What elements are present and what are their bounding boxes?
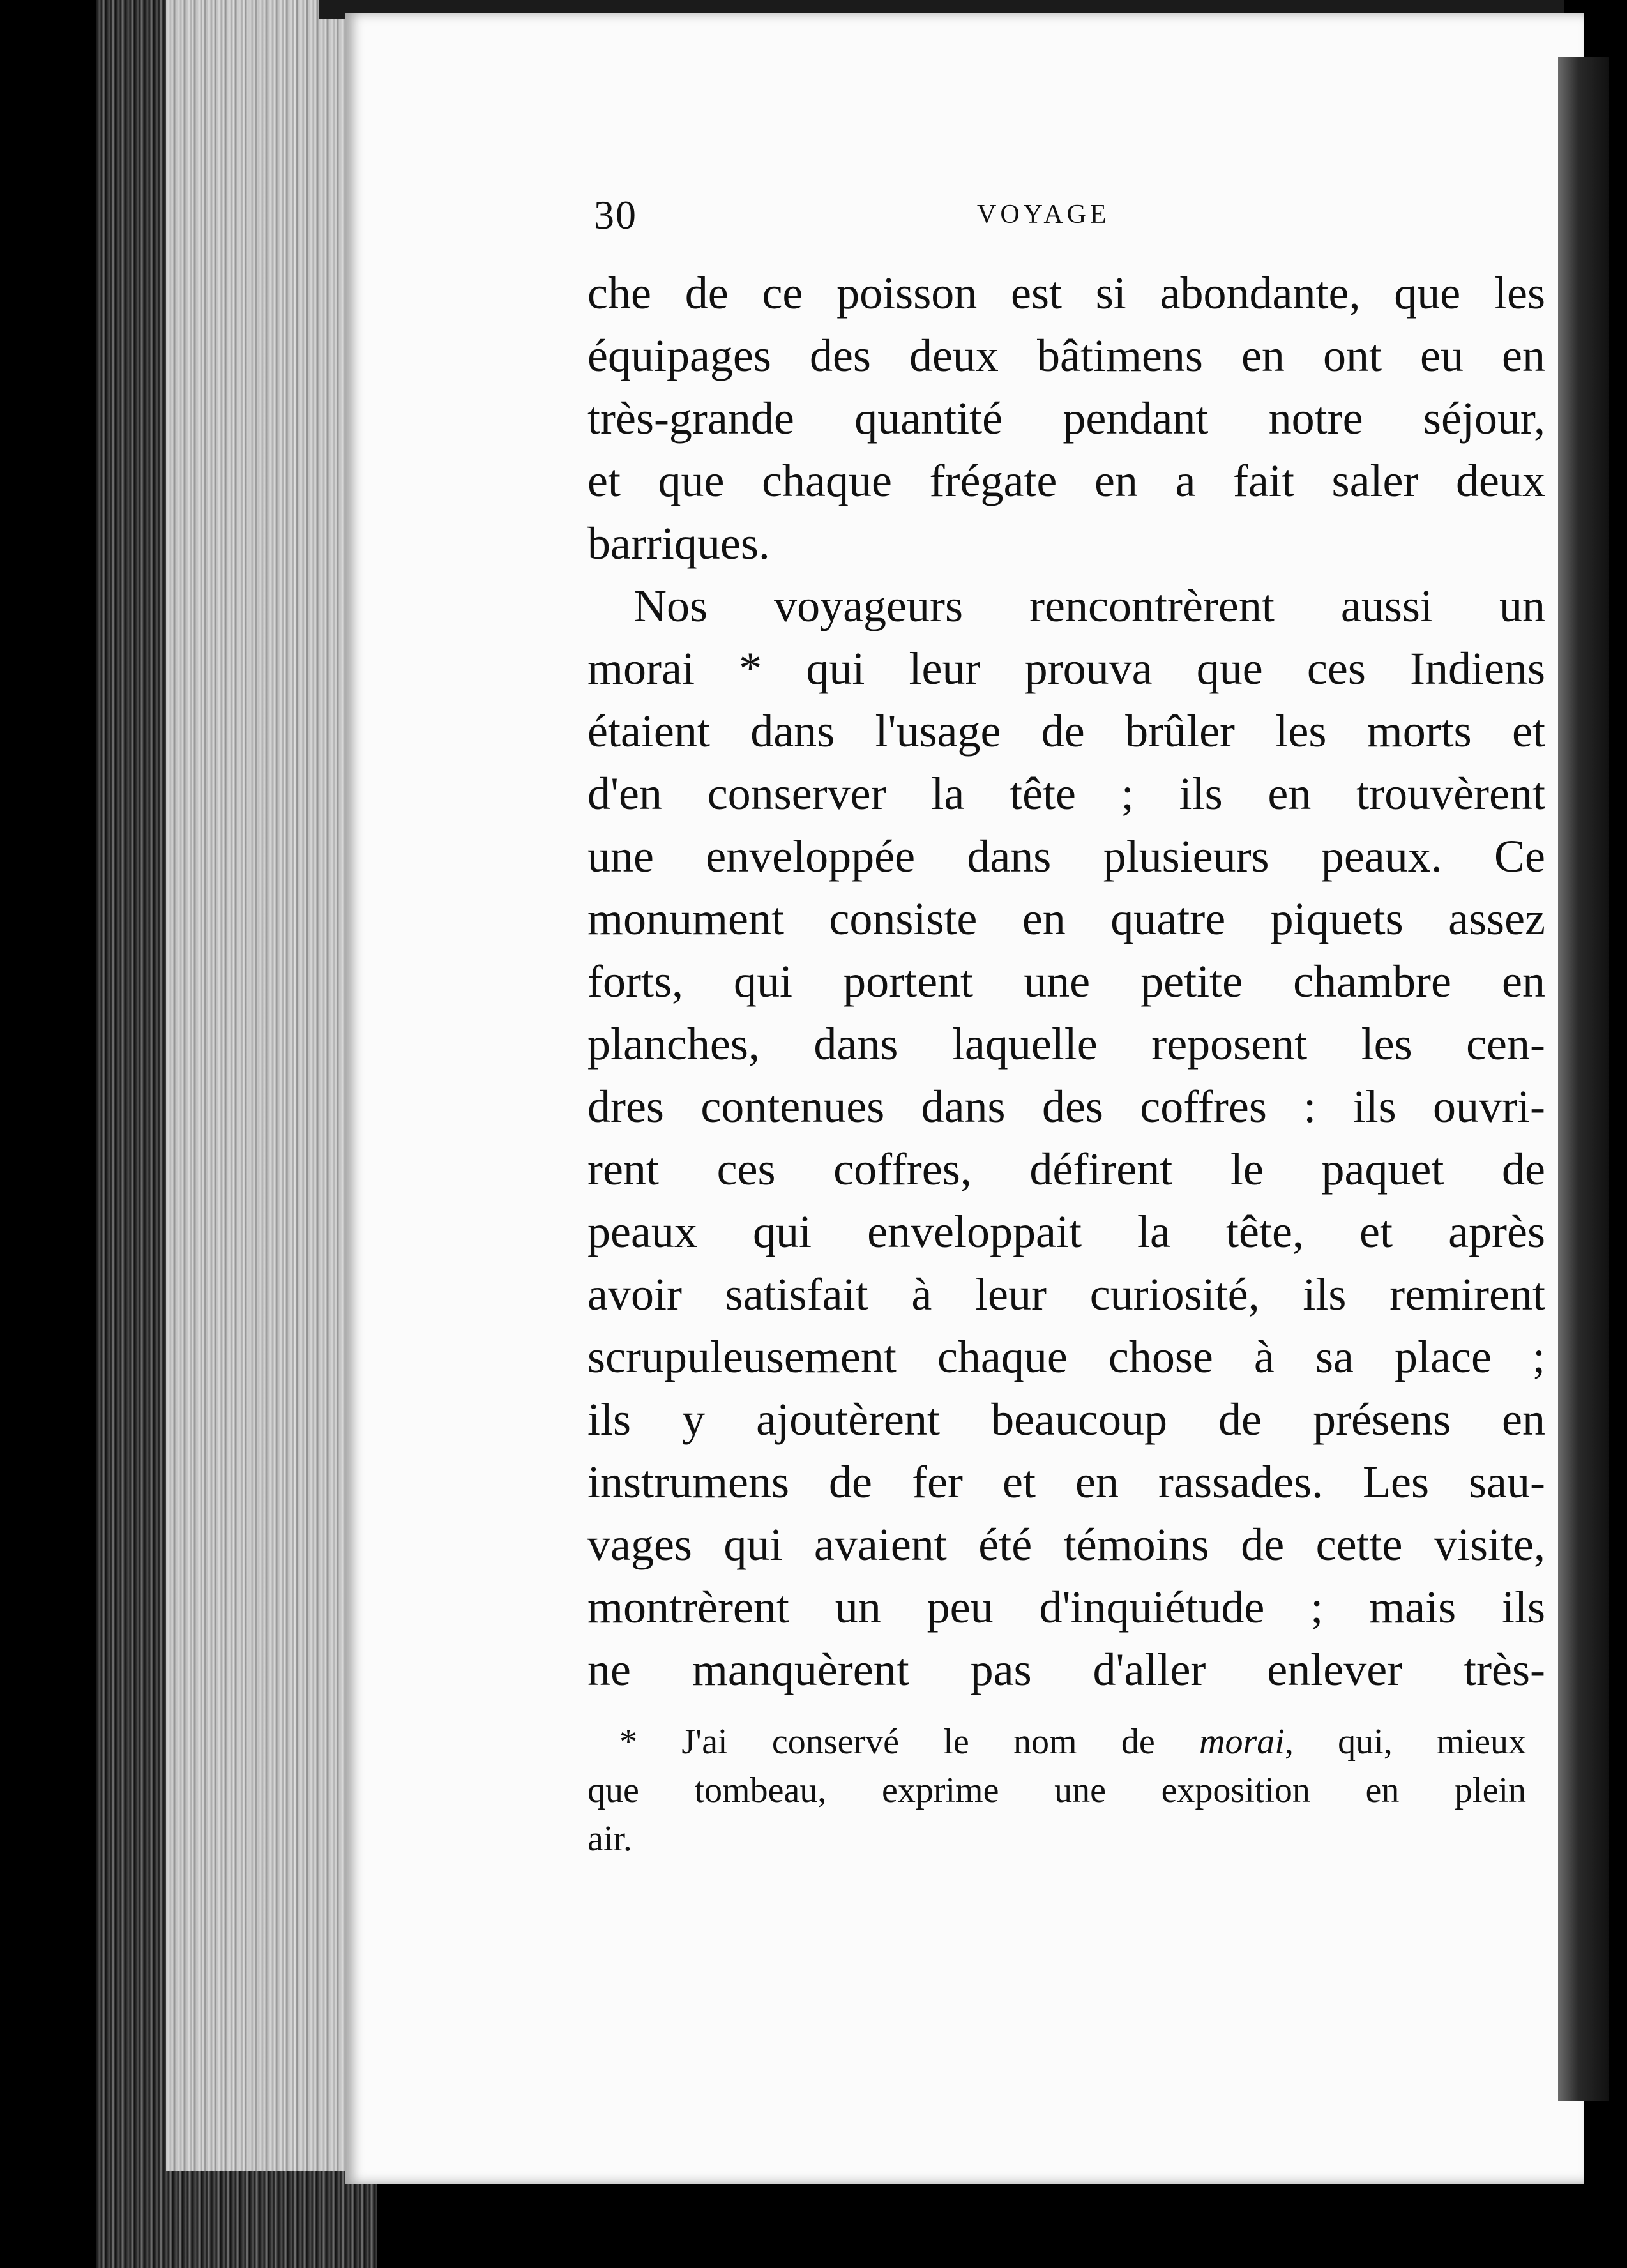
- text-line: vages qui avaient été témoins de cette visite,: [587, 1519, 1545, 1570]
- text-line: barriques.: [587, 518, 770, 569]
- text-line: Nos voyageurs rencontrèrent aussi un: [633, 580, 1545, 631]
- text-line: ne manquèrent pas d'aller enlever très-: [587, 1644, 1545, 1695]
- right-page-edge: [1558, 57, 1609, 2101]
- text-line: équipages des deux bâtimens en ont eu en: [587, 330, 1545, 381]
- running-head-title: VOYAGE: [977, 200, 1110, 229]
- text-line: montrèrent un peu d'inquiétude ; mais ils: [587, 1582, 1545, 1633]
- footnote-italic-term: morai: [1199, 1722, 1285, 1762]
- text-line: peaux qui enveloppait la tête, et après: [587, 1206, 1545, 1257]
- text-line: monument consiste en quatre piquets assez: [587, 893, 1545, 944]
- text-line: morai * qui leur prouva que ces Indiens: [587, 643, 1545, 694]
- footnote-line: que tombeau, exprime une exposition en plein: [587, 1771, 1526, 1810]
- text-line: forts, qui portent une petite chambre en: [587, 956, 1545, 1007]
- footnote-line: [587, 1718, 1526, 1766]
- body-text: [587, 262, 1545, 1701]
- footnote: [587, 1718, 1526, 1863]
- footnote-line: air.: [587, 1819, 632, 1859]
- stacked-page-edges-light: [166, 0, 358, 2171]
- text-line: rent ces coffres, défirent le paquet de: [587, 1144, 1545, 1195]
- text-line: dres contenues dans des coffres : ils ouvri-: [587, 1081, 1545, 1132]
- text-line: une enveloppée dans plusieurs peaux. Ce: [587, 831, 1545, 882]
- text-line: d'en conserver la tête ; ils en trouvèrent: [587, 768, 1545, 819]
- text-line: planches, dans laquelle reposent les cen-: [587, 1018, 1545, 1070]
- text-line: instrumens de fer et en rassades. Les sau-: [587, 1456, 1545, 1508]
- text-line: étaient dans l'usage de brûler les morts et: [587, 706, 1545, 757]
- running-head: [587, 185, 1545, 262]
- text-line: et que chaque frégate en a fait saler deux: [587, 455, 1545, 506]
- page-text-block: [587, 185, 1545, 1859]
- text-line: avoir satisfait à leur curiosité, ils remirent: [587, 1269, 1545, 1320]
- text-line: ils y ajoutèrent beaucoup de présens en: [587, 1394, 1545, 1445]
- text-line: scrupuleusement chaque chose à sa place ;: [587, 1331, 1545, 1382]
- footnote-text: , qui, mieux: [1284, 1722, 1526, 1762]
- footnote-text: * J'ai conservé le nom de: [619, 1722, 1200, 1762]
- page-number: 30: [594, 192, 637, 238]
- text-line: très-grande quantité pendant notre séjour,: [587, 393, 1545, 444]
- text-line: che de ce poisson est si abondante, que les: [587, 268, 1545, 319]
